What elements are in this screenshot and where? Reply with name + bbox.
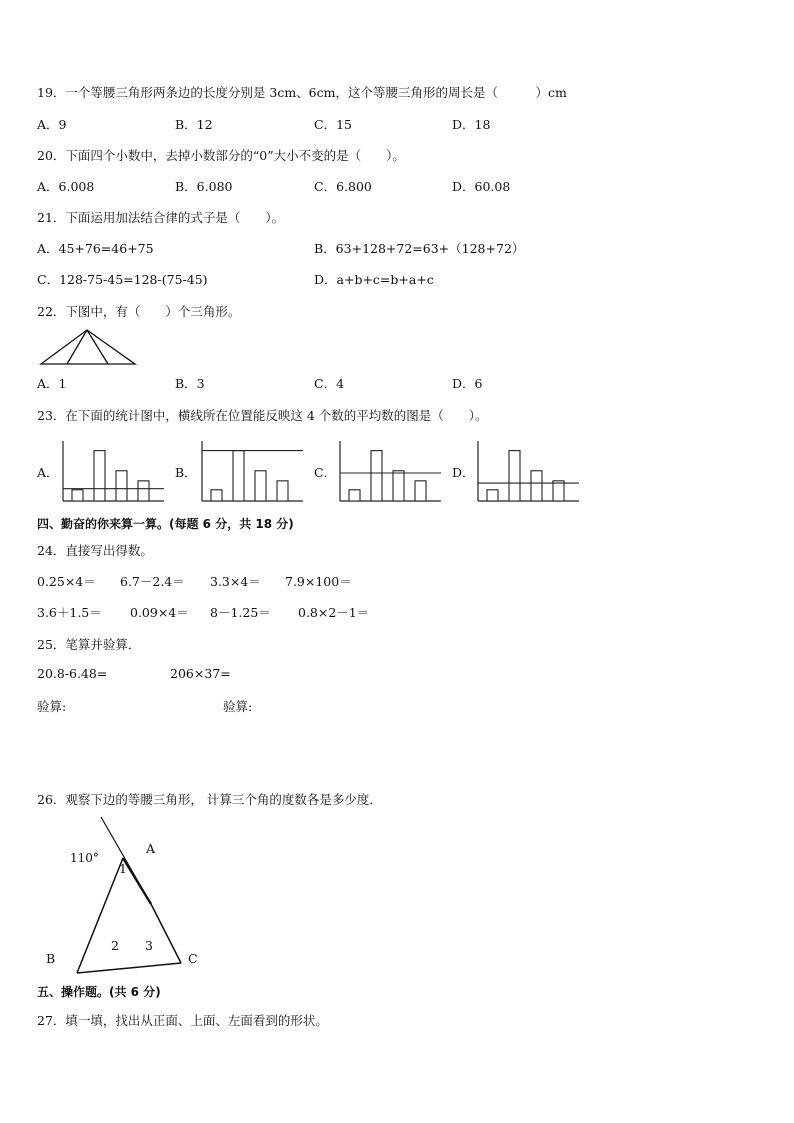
q19-stem: 19．一个等腰三角形两条边的长度分别是 3cm、6cm，这个等腰三角形的周长是（ ）cm [37, 85, 567, 100]
q24-calc: 8－1.25＝ [210, 605, 271, 620]
chart-bar [553, 481, 564, 501]
chart-bar [531, 471, 542, 501]
chart-bar [487, 490, 498, 501]
q22-option-b: B．3 [175, 376, 205, 391]
q20-option-d: D．60.08 [452, 179, 511, 194]
q23-chart-b [201, 440, 303, 502]
q19-option-c: C．15 [314, 117, 352, 132]
q23-stem: 23．在下面的统计图中，横线所在位置能反映这 4 个数的平均数的图是（ ）。 [37, 408, 488, 423]
q25-problem: 206×37= [170, 666, 231, 681]
q23-option-c: C． [314, 465, 337, 480]
q26-isosceles-triangle-figure [40, 810, 210, 980]
q24-calc: 3.6＋1.5＝ [37, 605, 102, 620]
chart-bar [138, 481, 149, 501]
q23-chart-a [62, 440, 164, 502]
chart-bar [277, 481, 288, 501]
q26-stem: 26．观察下边的等腰三角形， 计算三个角的度数各是多少度． [37, 792, 382, 807]
q22-option-a: A．1 [37, 376, 67, 391]
section-5-heading: 五、操作题。(共 6 分) [37, 985, 161, 999]
q26-angle-label: 110° [70, 851, 99, 865]
q24-calc: 0.09×4＝ [130, 605, 189, 620]
q19-option-b: B．12 [175, 117, 213, 132]
chart-bar [211, 490, 222, 501]
q19-option-d: D．18 [452, 117, 491, 132]
chart-bar [72, 490, 83, 501]
q24-stem: 24．直接写出得数。 [37, 543, 153, 558]
q20-option-c: C．6.800 [314, 179, 372, 194]
q25-check-label: 验算: [223, 699, 253, 714]
q20-option-a: A．6.008 [37, 179, 95, 194]
chart-bar [415, 481, 426, 501]
chart-bar [393, 471, 404, 501]
q25-problem: 20.8-6.48= [37, 666, 108, 681]
q24-calc: 0.25×4＝ [37, 574, 96, 589]
q22-option-c: C．4 [314, 376, 345, 391]
q23-chart-c [339, 440, 441, 502]
chart-bar [349, 490, 360, 501]
q25-check-label: 验算: [37, 699, 67, 714]
q24-calc: 0.8×2－1＝ [298, 605, 370, 620]
q22-option-d: D．6 [452, 376, 483, 391]
q20-stem: 20．下面四个小数中，去掉小数部分的“0”大小不变的是（ ）。 [37, 148, 405, 163]
q19-option-a: A．9 [37, 117, 67, 132]
q23-option-a: A． [37, 465, 59, 480]
section-4-heading: 四、勤奋的你来算一算。(每题 6 分，共 18 分) [37, 517, 294, 531]
chart-bar [371, 451, 382, 501]
q27-stem: 27．填一填，找出从正面、上面、左面看到的形状。 [37, 1013, 328, 1028]
q22-triangle-figure [40, 328, 136, 366]
q21-option-d: D．a+b+c=b+a+c [314, 272, 434, 287]
q20-option-b: B．6.080 [175, 179, 233, 194]
chart-bar [116, 471, 127, 501]
q23-option-d: D． [452, 465, 475, 480]
q22-stem: 22．下图中，有（ ）个三角形。 [37, 304, 241, 319]
q26-vertex-b-label: B [46, 951, 56, 966]
q24-calc: 7.9×100＝ [285, 574, 352, 589]
q24-calc: 6.7－2.4＝ [120, 574, 185, 589]
q21-option-b: B．63+128+72=63+（128+72） [314, 241, 525, 256]
q21-stem: 21．下面运用加法结合律的式子是（ ）。 [37, 210, 285, 225]
q26-angle-3-label: 3 [145, 938, 153, 953]
chart-bar [233, 451, 244, 501]
q25-stem: 25．笔算并验算． [37, 637, 141, 652]
q24-calc: 3.3×4＝ [210, 574, 261, 589]
q21-option-c: C．128-75-45=128-(75-45) [37, 272, 208, 287]
q26-angle-1-label: 1 [119, 861, 127, 876]
chart-bar [255, 471, 266, 501]
q23-chart-d [477, 440, 579, 502]
q23-option-b: B． [175, 465, 197, 480]
q26-vertex-c-label: C [188, 951, 198, 966]
q21-option-a: A．45+76=46+75 [37, 241, 154, 256]
chart-bar [509, 451, 520, 501]
q26-vertex-a-label: A [146, 841, 156, 856]
chart-bar [94, 451, 105, 501]
q26-angle-2-label: 2 [111, 938, 119, 953]
